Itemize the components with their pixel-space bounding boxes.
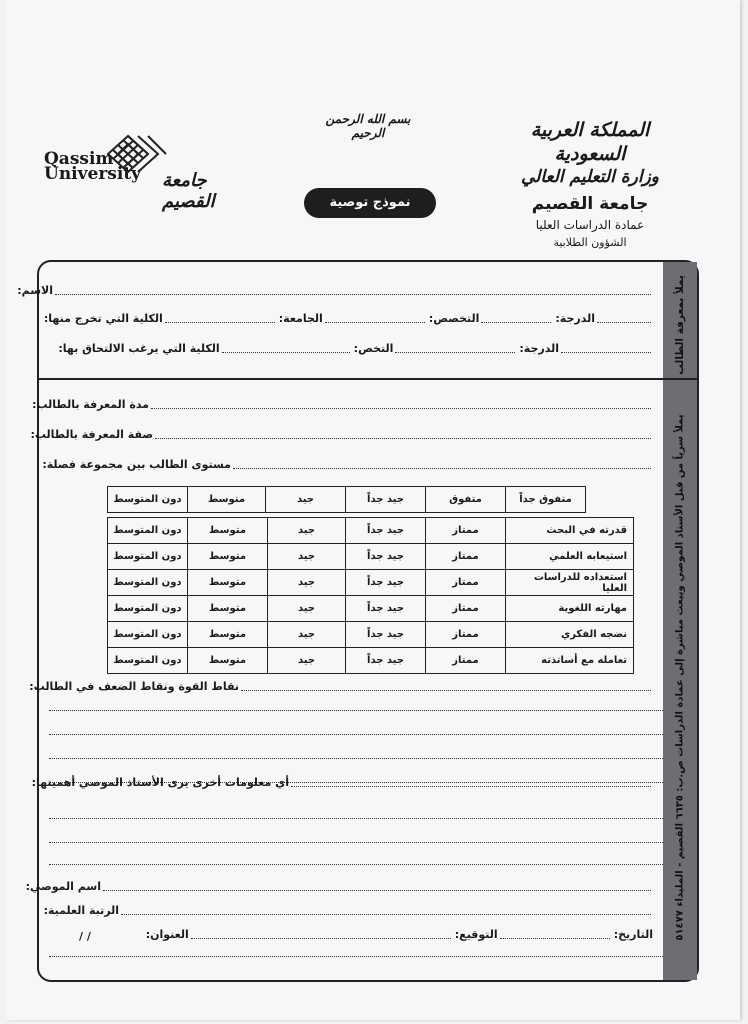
specialization-label: التخصص: <box>428 312 480 325</box>
target-college-input[interactable] <box>222 343 350 353</box>
date-input[interactable]: / / <box>79 930 91 943</box>
scale-option[interactable]: جيد جداً <box>346 487 426 513</box>
scale-option[interactable]: متوسط <box>188 487 266 513</box>
university-input[interactable] <box>325 313 425 323</box>
target-college-label: الكلية التي يرغب الالتحاق بها: <box>58 342 220 355</box>
other-info-row <box>30 776 653 789</box>
signature-input[interactable] <box>500 929 610 939</box>
grad-college-row <box>42 312 653 325</box>
other-info-input[interactable] <box>291 777 651 787</box>
rating-cell[interactable]: جيد <box>268 648 346 674</box>
rating-cell[interactable]: جيد <box>268 518 346 544</box>
rating-cell[interactable]: جيد جداً <box>346 596 426 622</box>
rating-cell[interactable]: جيد جداً <box>346 622 426 648</box>
table-row <box>108 596 634 622</box>
table-row <box>108 544 634 570</box>
rating-cell[interactable]: دون المتوسط <box>108 648 188 674</box>
writing-line[interactable] <box>49 842 663 843</box>
degree-input[interactable] <box>597 313 651 323</box>
rating-cell[interactable]: ممتاز <box>426 596 506 622</box>
rating-cell[interactable]: جيد جداً <box>346 518 426 544</box>
target-degree-label: الدرجة: <box>519 342 559 355</box>
rating-cell[interactable]: ممتاز <box>426 544 506 570</box>
ratings-table <box>107 517 634 674</box>
address-row <box>144 928 653 941</box>
rating-cell[interactable]: متوسط <box>188 596 268 622</box>
scale-option[interactable]: متفوق <box>426 487 506 513</box>
document-page <box>6 0 740 1020</box>
strengths-label: نقاط القوة ونقاط الضعف في الطالب: <box>29 680 239 693</box>
criterion-label: نضجه الفكري <box>506 622 634 648</box>
other-info-label: أي معلومات أخرى يرى الأستاذ الموصي أهميتها: <box>31 776 289 789</box>
logo-text-en: Qassim University <box>44 149 142 184</box>
scale-option[interactable]: متفوق جداً <box>506 487 586 513</box>
rating-cell[interactable]: ممتاز <box>426 622 506 648</box>
strengths-input[interactable] <box>241 681 651 691</box>
affairs-name: الشؤون الطلابية <box>553 236 627 249</box>
rating-cell[interactable]: ممتاز <box>426 518 506 544</box>
rating-cell[interactable]: متوسط <box>188 622 268 648</box>
specialization-input[interactable] <box>481 313 551 323</box>
table-row <box>108 622 634 648</box>
basmala: بسم الله الرحمن الرحيم <box>325 112 411 140</box>
address-label: العنوان: <box>145 928 189 941</box>
rating-cell[interactable]: جيد <box>268 596 346 622</box>
logo-text-ar: جامعة القصيم <box>162 170 215 212</box>
signature-label: التوقيع: <box>454 928 498 941</box>
writing-line[interactable] <box>49 818 663 819</box>
rating-cell[interactable]: ممتاز <box>426 570 506 596</box>
name-field[interactable]: الاسم: <box>15 284 653 297</box>
writing-line[interactable] <box>49 758 663 759</box>
criterion-label: مهارته اللغوية <box>506 596 634 622</box>
target-spec-label: التخص: <box>353 342 394 355</box>
criterion-label: قدرته في البحث <box>506 518 634 544</box>
target-spec-input[interactable] <box>395 343 515 353</box>
rating-cell[interactable]: متوسط <box>188 648 268 674</box>
address-input[interactable] <box>191 929 451 939</box>
university-logo <box>44 132 254 212</box>
grad-college-label: الكلية التي تخرج منها: <box>43 312 163 325</box>
student-section-note: يملأ بمعرفة الطالب <box>674 275 686 375</box>
ministry-title: وزارة التعليم العالي <box>520 167 660 187</box>
rating-cell[interactable]: جيد جداً <box>346 648 426 674</box>
table-row <box>108 648 634 674</box>
writing-line[interactable] <box>49 734 663 735</box>
rating-cell[interactable]: دون المتوسط <box>108 518 188 544</box>
rating-cell[interactable]: جيد جداً <box>346 570 426 596</box>
level-field: مستوى الطالب بين مجموعة فصلة: <box>40 458 653 471</box>
writing-line[interactable] <box>49 710 663 711</box>
criterion-label: استيعابه العلمي <box>506 544 634 570</box>
university-label: الجامعة: <box>278 312 323 325</box>
form-title: نموذج توصية <box>304 188 436 218</box>
rating-cell[interactable]: دون المتوسط <box>108 544 188 570</box>
criterion-label: تعامله مع أساتذته <box>506 648 634 674</box>
rating-cell[interactable]: متوسط <box>188 518 268 544</box>
rating-cell[interactable]: دون المتوسط <box>108 596 188 622</box>
scale-option[interactable]: دون المتوسط <box>108 487 188 513</box>
table-row <box>108 570 634 596</box>
university-name: جامعة القصيم <box>531 194 649 214</box>
target-college-row <box>56 342 653 355</box>
scale-option[interactable]: جيد <box>266 487 346 513</box>
grad-college-input[interactable] <box>165 313 275 323</box>
duration-field[interactable]: مدة المعرفة بالطالب: <box>30 398 653 411</box>
rating-cell[interactable]: جيد <box>268 544 346 570</box>
date-label: التاريخ: <box>613 928 653 941</box>
target-degree-input[interactable] <box>561 343 651 353</box>
recommender-name-field[interactable]: اسم الموصي: <box>24 880 653 893</box>
relation-field[interactable]: صفة المعرفة بالطالب: <box>29 428 654 441</box>
rating-cell[interactable]: متوسط <box>188 544 268 570</box>
rating-cell[interactable]: جيد <box>268 622 346 648</box>
writing-line[interactable] <box>49 864 663 865</box>
section-divider <box>39 378 667 380</box>
level-scale-table <box>107 486 586 513</box>
rating-cell[interactable]: جيد جداً <box>346 544 426 570</box>
writing-line[interactable] <box>49 956 663 957</box>
rating-cell[interactable]: جيد <box>268 570 346 596</box>
table-row <box>108 518 634 544</box>
logo-lattice-icon <box>104 132 170 176</box>
rank-field[interactable]: الرتبة العلمية: <box>42 904 653 917</box>
degree-label: الدرجة: <box>555 312 595 325</box>
rating-cell[interactable]: ممتاز <box>426 648 506 674</box>
form-frame <box>17 260 699 982</box>
rating-cell[interactable]: دون المتوسط <box>108 570 188 596</box>
recommender-section-note: يملأ سرياً من قبل الأستاذ الموصي ويبعث مباشرة إلى عمادة الدراسات ص.ب: ٦٦٣٥ القصيم - المليداء ٥١٤٧٧ <box>674 414 686 941</box>
deanship-name: عمادة الدراسات العليا <box>535 218 645 232</box>
rating-cell[interactable]: دون المتوسط <box>108 622 188 648</box>
criterion-label: استعداده للدراسات العليا <box>506 570 634 596</box>
strengths-row <box>27 680 653 693</box>
kingdom-title: المملكة العربية السعودية <box>530 119 650 165</box>
ministry-header <box>500 118 680 249</box>
rating-cell[interactable]: متوسط <box>188 570 268 596</box>
